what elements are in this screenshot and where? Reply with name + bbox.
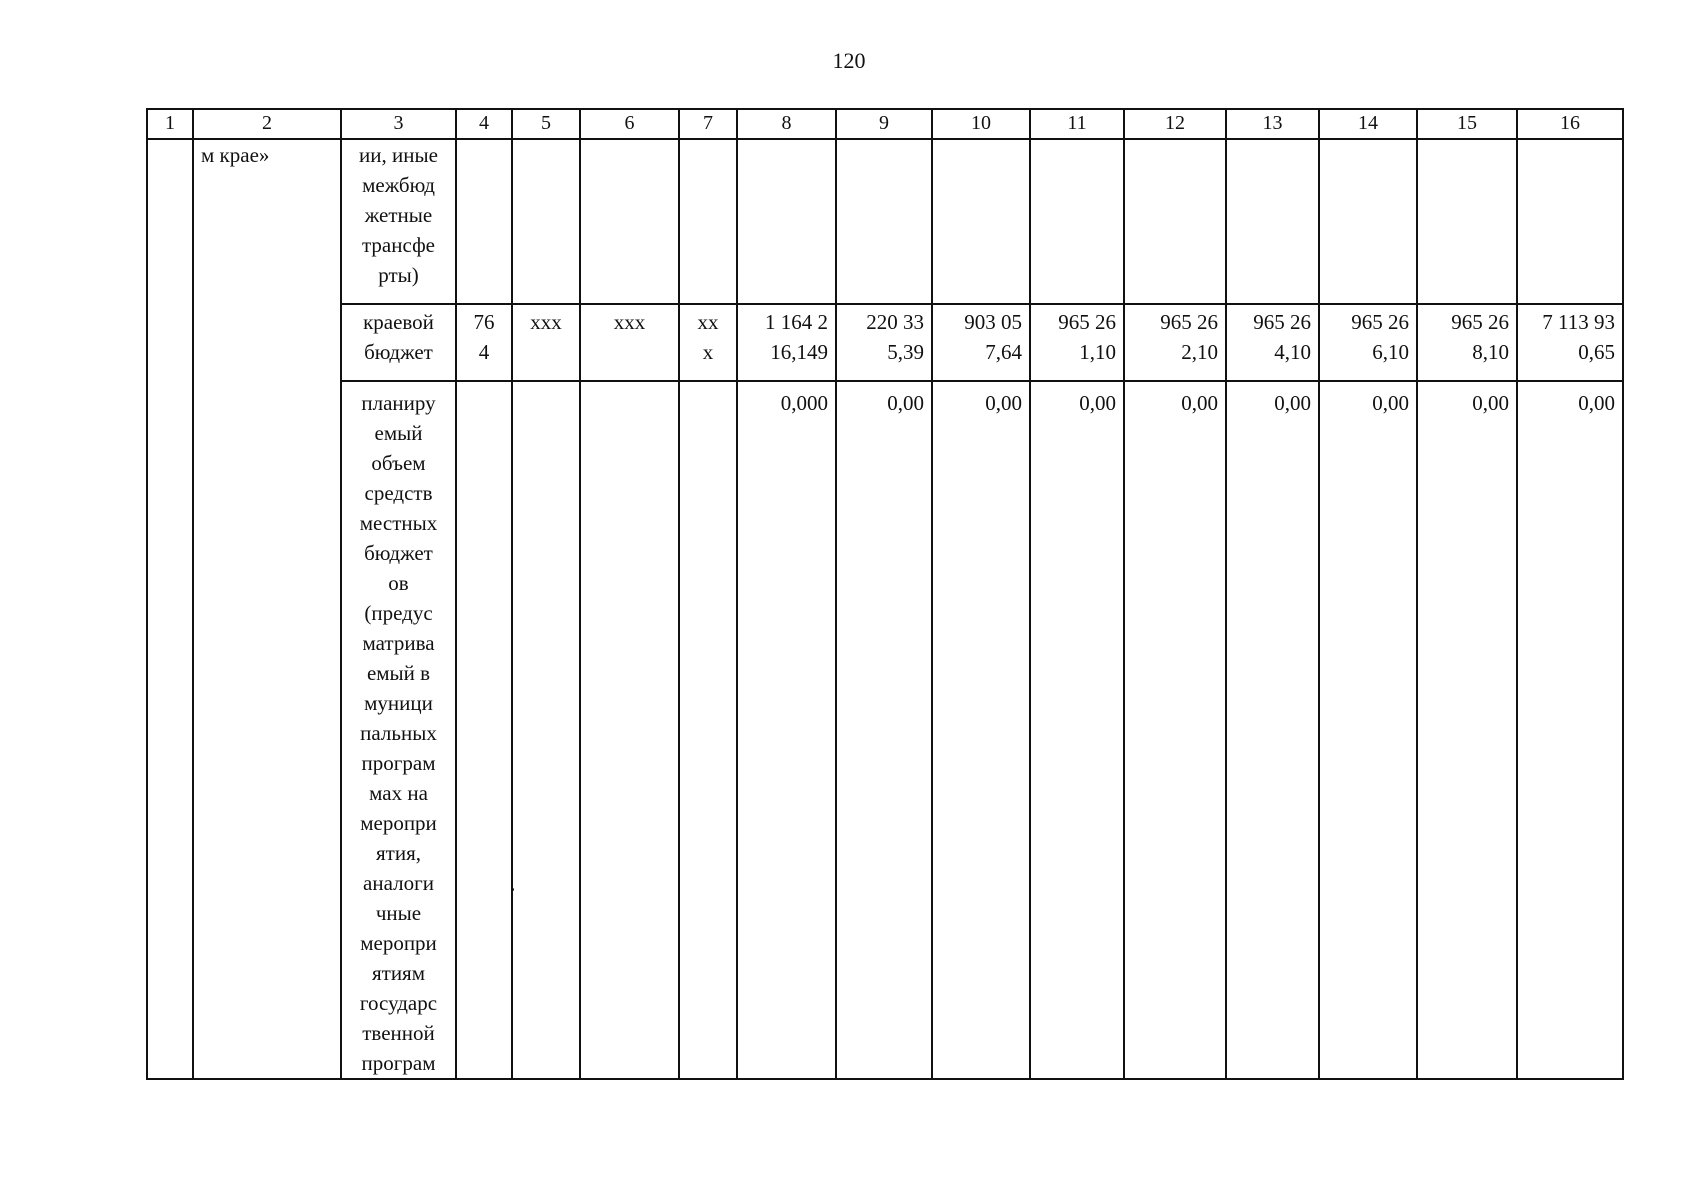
- table-cell-value: 965 26 6,10: [1319, 304, 1417, 381]
- table-row: [147, 381, 1623, 1079]
- header-cell-14: 14: [1319, 109, 1417, 139]
- header-cell-10: 10: [932, 109, 1030, 139]
- table-cell-funding-source: ии, иные межбюд жетные трансфе рты): [341, 139, 456, 304]
- header-cell-3: 3: [341, 109, 456, 139]
- table-cell: [1517, 139, 1623, 304]
- table-cell: [932, 139, 1030, 304]
- table-cell-code: ххх: [580, 304, 679, 381]
- table-cell-index: [147, 139, 193, 1079]
- table-cell-funding-source: планиру емый объем средств местных бюджет ов (предус матрива емый в муници пальных програм мах на меропри ятия, аналоги чные меропри ятиям государс твенной програм: [341, 381, 456, 1079]
- table-cell-value: 0,00: [836, 381, 932, 1079]
- table-cell-value: 903 05 7,64: [932, 304, 1030, 381]
- header-cell-2: 2: [193, 109, 341, 139]
- header-cell-7: 7: [679, 109, 737, 139]
- table-cell-value: 0,000: [737, 381, 836, 1079]
- table-cell-code: 76 4: [456, 304, 512, 381]
- table-cell-value: 965 26 2,10: [1124, 304, 1226, 381]
- header-cell-5: 5: [512, 109, 580, 139]
- header-cell-8: 8: [737, 109, 836, 139]
- header-cell-12: 12: [1124, 109, 1226, 139]
- table-cell: [679, 381, 737, 1079]
- table-cell: [580, 139, 679, 304]
- header-cell-16: 16: [1517, 109, 1623, 139]
- header-cell-13: 13: [1226, 109, 1319, 139]
- table-cell-code: хх х: [679, 304, 737, 381]
- table-cell-value: 0,00: [1319, 381, 1417, 1079]
- header-cell-15: 15: [1417, 109, 1517, 139]
- table-row: [147, 304, 1623, 381]
- table-cell-value: 0,00: [1517, 381, 1623, 1079]
- header-cell-11: 11: [1030, 109, 1124, 139]
- table-cell: [512, 381, 580, 1079]
- table-cell: [512, 139, 580, 304]
- table-cell-value: 220 33 5,39: [836, 304, 932, 381]
- page-number: 120: [832, 48, 866, 73]
- scan-speck: [511, 888, 514, 891]
- table-cell: [1319, 139, 1417, 304]
- table-cell-value: 965 26 4,10: [1226, 304, 1319, 381]
- table-cell-value: 0,00: [932, 381, 1030, 1079]
- table-cell-value: 1 164 2 16,149: [737, 304, 836, 381]
- table-cell: [1226, 139, 1319, 304]
- table-cell: [456, 381, 512, 1079]
- header-cell-4: 4: [456, 109, 512, 139]
- table-cell: [1124, 139, 1226, 304]
- header-row: [147, 109, 1623, 139]
- table-cell: [1417, 139, 1517, 304]
- table-cell-value: 0,00: [1030, 381, 1124, 1079]
- header-cell-6: 6: [580, 109, 679, 139]
- table-cell: [580, 381, 679, 1079]
- table-cell-funding-source: краевой бюджет: [341, 304, 456, 381]
- table-cell-value: 0,00: [1417, 381, 1517, 1079]
- table-cell-value: 0,00: [1226, 381, 1319, 1079]
- header-cell-1: 1: [147, 109, 193, 139]
- table-cell-value: 965 26 8,10: [1417, 304, 1517, 381]
- table-cell: [456, 139, 512, 304]
- table-cell: [679, 139, 737, 304]
- table-cell: [737, 139, 836, 304]
- table-cell-value: 7 113 93 0,65: [1517, 304, 1623, 381]
- budget-table: [146, 108, 1624, 1080]
- table-cell-value: 965 26 1,10: [1030, 304, 1124, 381]
- table-cell: [836, 139, 932, 304]
- table-row: [147, 139, 1623, 304]
- table-cell: [1030, 139, 1124, 304]
- header-cell-9: 9: [836, 109, 932, 139]
- table-cell-program-name: м крае»: [193, 139, 341, 1079]
- table-cell-code: ххх: [512, 304, 580, 381]
- table-cell-value: 0,00: [1124, 381, 1226, 1079]
